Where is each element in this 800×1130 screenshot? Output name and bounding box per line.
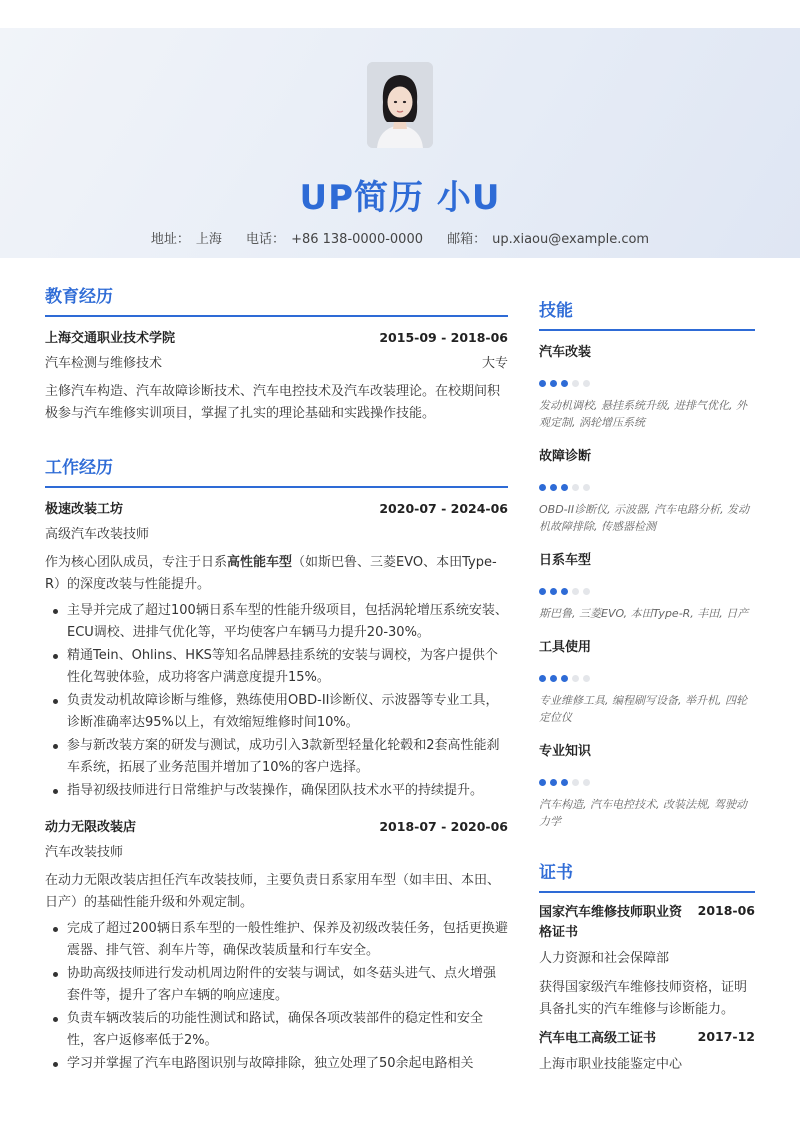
cert-issuer: 人力资源和社会保障部 xyxy=(539,951,670,966)
level-dot-filled xyxy=(561,588,568,595)
work-section xyxy=(45,453,508,1075)
education-degree: 大专 xyxy=(481,356,508,371)
level-dot-filled xyxy=(539,380,546,387)
skill-name: 专业知识 xyxy=(539,744,592,759)
section-title-education: 教育经历 xyxy=(45,282,508,317)
cert-issuer: 上海市职业技能鉴定中心 xyxy=(539,1057,683,1072)
level-dot-empty xyxy=(583,675,590,682)
level-dot-filled xyxy=(561,484,568,491)
company-name: 动力无限改装店 xyxy=(45,820,137,835)
cert-date: 2018-06 xyxy=(697,903,755,918)
skill-item xyxy=(539,445,755,535)
job-role: 汽车改装技师 xyxy=(45,845,124,860)
list-item: 精通Tein、Ohlins、HKS等知名品牌悬挂系统的安装与调校，为客户提供个性化驾驶体验，成功将客户满意度提升15%。 xyxy=(45,645,508,689)
main-column xyxy=(45,282,508,1075)
education-major: 汽车检测与维修技术 xyxy=(45,356,163,371)
level-dot-filled xyxy=(539,484,546,491)
job-date: 2018-07 - 2020-06 xyxy=(379,819,508,834)
side-column xyxy=(539,296,755,1075)
job-entry xyxy=(45,498,508,802)
cert-description: 获得国家级汽车维修技师资格，证明具备扎实的汽车维修与诊断能力。 xyxy=(539,980,748,1017)
level-dot-filled xyxy=(561,675,568,682)
list-item: 学习并掌握了汽车电路图识别与故障排除，独立处理了50余起电路相关 xyxy=(45,1053,508,1075)
list-item: 协助高级技师进行发动机周边附件的安装与调试，如冬菇头进气、点火增强套件等，提升了客户车辆的响应速度。 xyxy=(45,963,508,1007)
contact-phone: 电话： +86 138-0000-0000 xyxy=(246,232,423,247)
avatar xyxy=(367,62,433,148)
cert-date: 2017-12 xyxy=(697,1029,755,1044)
level-dot-empty xyxy=(583,779,590,786)
skill-description: OBD-II诊断仪, 示波器, 汽车电路分析, 发动机故障排除, 传感器检测 xyxy=(539,503,750,533)
skill-name: 故障诊断 xyxy=(539,449,592,464)
skill-description: 专业维修工具, 编程刷写设备, 举升机, 四轮定位仪 xyxy=(539,694,747,724)
skill-description: 斯巴鲁, 三菱EVO, 本田Type-R, 丰田, 日产 xyxy=(539,607,749,620)
contact-email: 邮箱： up.xiaou@example.com xyxy=(447,232,650,247)
level-dot-empty xyxy=(572,380,579,387)
skills-section xyxy=(539,296,755,830)
education-date: 2015-09 - 2018-06 xyxy=(379,330,508,345)
company-name: 极速改装工坊 xyxy=(45,502,124,517)
list-item: 主导并完成了超过100辆日系车型的性能升级项目，包括涡轮增压系统安装、ECU调校、进排气优化等，平均使客户车辆马力提升20-30%。 xyxy=(45,600,508,644)
skill-name: 日系车型 xyxy=(539,553,592,568)
list-item: 参与新改装方案的研发与测试，成功引入3款新型轻量化轮毂和2套高性能刹车系统，拓展了业务范围并增加了10%的客户选择。 xyxy=(45,735,508,779)
level-dot-empty xyxy=(583,484,590,491)
skill-level xyxy=(539,779,755,786)
skill-level xyxy=(539,380,755,387)
job-role: 高级汽车改装技师 xyxy=(45,527,150,542)
level-dot-empty xyxy=(572,675,579,682)
section-title-work: 工作经历 xyxy=(45,453,508,488)
skill-description: 汽车构造, 汽车电控技术, 改装法规, 驾驶动力学 xyxy=(539,798,747,828)
school-name: 上海交通职业技术学院 xyxy=(45,331,176,346)
certs-section xyxy=(539,858,755,1075)
skills-list xyxy=(539,341,755,830)
education-section xyxy=(45,282,508,425)
level-dot-empty xyxy=(572,484,579,491)
level-dot-filled xyxy=(539,675,546,682)
contact-address: 地址： 上海 xyxy=(150,232,222,247)
level-dot-empty xyxy=(583,380,590,387)
skill-item xyxy=(539,740,755,830)
level-dot-empty xyxy=(583,588,590,595)
list-item: 完成了超过200辆日系车型的一般性维护、保养及初级改装任务，包括更换避震器、排气管、刹车片等，确保改装质量和行车安全。 xyxy=(45,918,508,962)
skill-level xyxy=(539,484,755,491)
level-dot-filled xyxy=(539,779,546,786)
level-dot-filled xyxy=(550,675,557,682)
level-dot-empty xyxy=(572,779,579,786)
job-date: 2020-07 - 2024-06 xyxy=(379,501,508,516)
candidate-name: UP简历 小U xyxy=(299,178,501,218)
job-bullets xyxy=(45,918,508,1075)
skill-item xyxy=(539,549,755,622)
skill-level xyxy=(539,675,755,682)
list-item: 负责发动机故障诊断与维修，熟练使用OBD-II诊断仪、示波器等专业工具，诊断准确率达95%以上，有效缩短维修时间10%。 xyxy=(45,690,508,734)
cert-item xyxy=(539,903,755,1021)
contact-line xyxy=(0,228,800,247)
level-dot-empty xyxy=(572,588,579,595)
level-dot-filled xyxy=(550,779,557,786)
list-item: 指导初级技师进行日常维护与改装操作，确保团队技术水平的持续提升。 xyxy=(45,780,508,802)
list-item: 负责车辆改装后的功能性测试和路试，确保各项改装部件的稳定性和安全性，客户返修率低于2%。 xyxy=(45,1008,508,1052)
level-dot-filled xyxy=(561,779,568,786)
level-dot-filled xyxy=(561,380,568,387)
cert-name: 国家汽车维修技师职业资格证书 xyxy=(539,905,683,940)
level-dot-filled xyxy=(550,588,557,595)
education-description: 主修汽车构造、汽车故障诊断技术、汽车电控技术及汽车改装理论。在校期间积极参与汽车维修实训项目，掌握了扎实的理论基础和实践操作技能。 xyxy=(45,384,501,421)
skill-level xyxy=(539,588,755,595)
skill-name: 汽车改装 xyxy=(539,345,592,360)
level-dot-filled xyxy=(539,588,546,595)
job-intro: 在动力无限改装店担任汽车改装技师，主要负责日系家用车型（如丰田、本田、日产）的基础性能升级和外观定制。 xyxy=(45,873,501,910)
job-entry xyxy=(45,816,508,1075)
skill-item xyxy=(539,341,755,431)
skill-item xyxy=(539,636,755,726)
job-intro: 作为核心团队成员，专注于日系高性能车型（如斯巴鲁、三菱EVO、本田Type-R）的深度改装与性能提升。 xyxy=(45,555,497,592)
skill-description: 发动机调校, 悬挂系统升级, 进排气优化, 外观定制, 涡轮增压系统 xyxy=(539,399,747,429)
cert-item xyxy=(539,1029,755,1075)
level-dot-filled xyxy=(550,380,557,387)
section-title-certs: 证书 xyxy=(539,858,755,893)
level-dot-filled xyxy=(550,484,557,491)
section-title-skills: 技能 xyxy=(539,296,755,331)
job-bullets xyxy=(45,600,508,802)
skill-name: 工具使用 xyxy=(539,640,592,655)
cert-name: 汽车电工高级工证书 xyxy=(539,1031,657,1046)
